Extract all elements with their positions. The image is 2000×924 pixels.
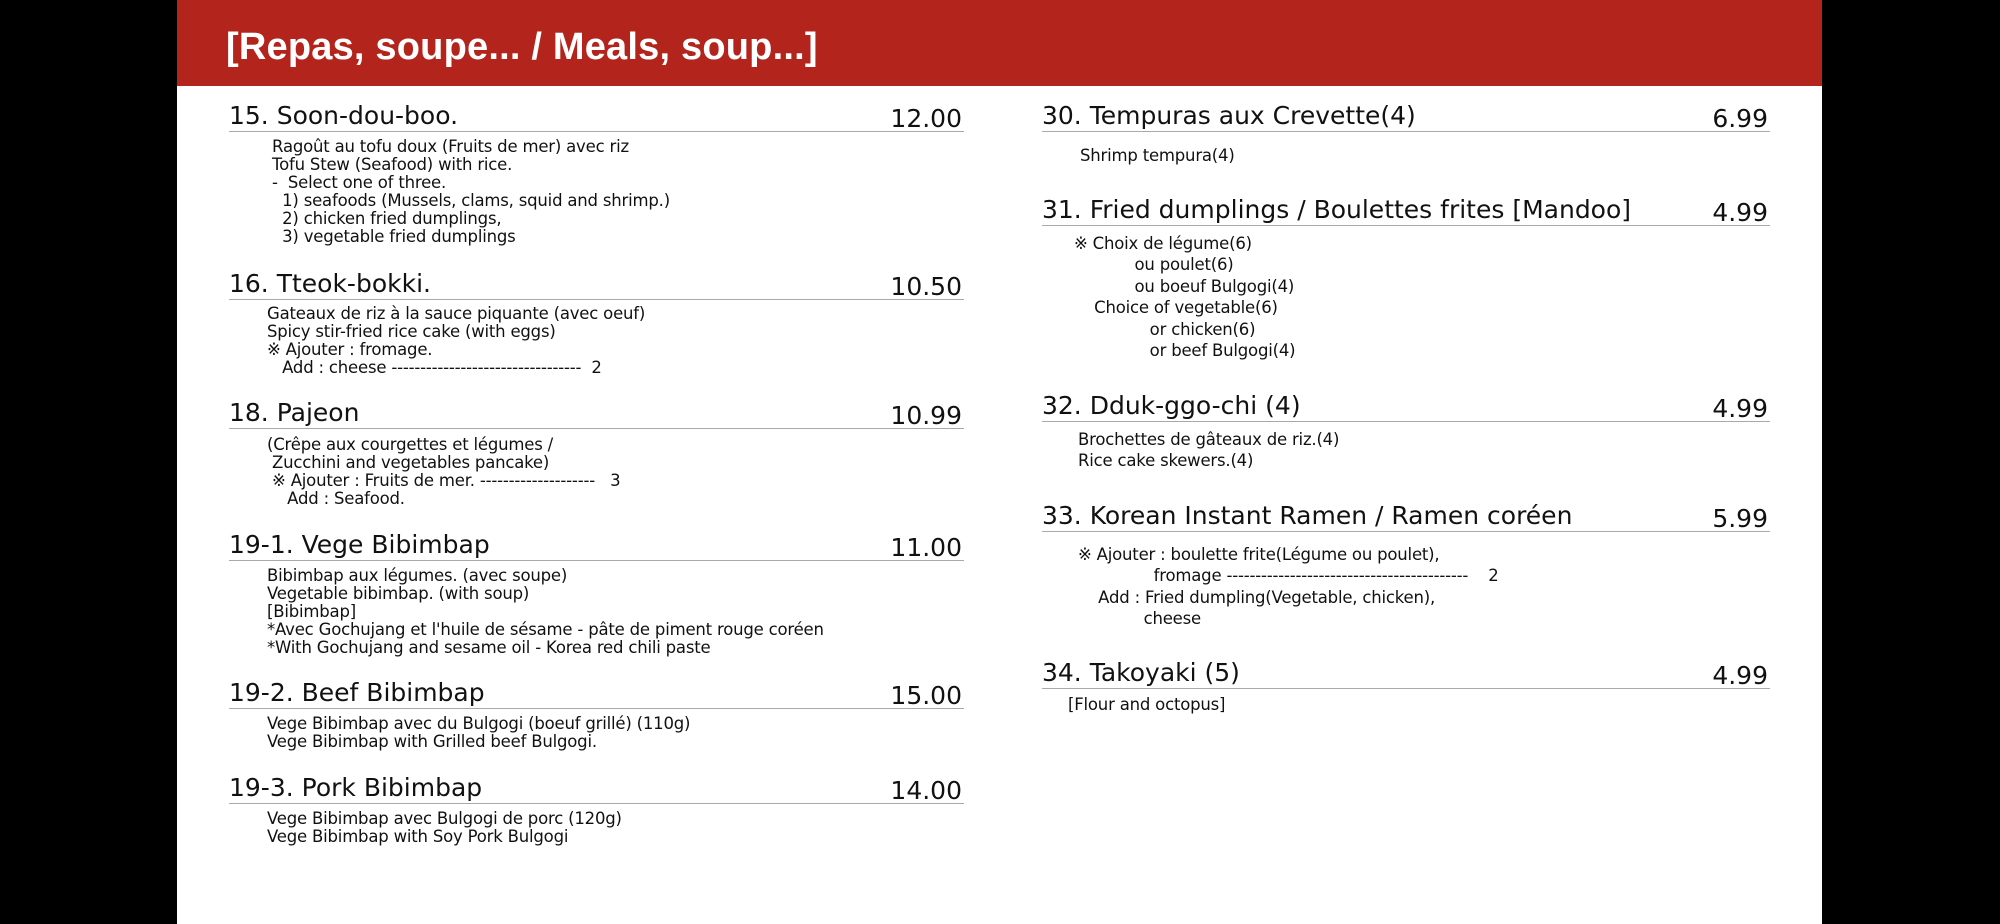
menu-item-name: 18. Pajeon — [229, 398, 360, 427]
menu-item-header — [229, 761, 964, 804]
menu-item-header — [229, 518, 964, 561]
menu-item-description: [Flour and octopus] — [1068, 695, 1226, 714]
menu-item-header — [1042, 183, 1770, 226]
menu-item-name: 19-3. Pork Bibimbap — [229, 773, 483, 802]
menu-item-description: ※ Ajouter : boulette frite(Légume ou poulet), fromage ------------------------------------------ 2 Add : Fried dumpling(Vegetable, chicken), cheese — [1078, 545, 1499, 629]
menu-item-description: (Crêpe aux courgettes et légumes / Zucchini and vegetables pancake) ※ Ajouter : Fruits de mer. -------------------- 3 Add : Seafood. — [267, 435, 621, 508]
menu-item-price: 4.99 — [1712, 394, 1768, 423]
menu-item-price: 15.00 — [890, 681, 962, 710]
menu-page — [177, 0, 1822, 924]
menu-item-header — [1042, 489, 1770, 532]
menu-item-price: 6.99 — [1712, 104, 1768, 133]
menu-item-description: Brochettes de gâteaux de riz.(4) Rice cake skewers.(4) — [1078, 430, 1340, 471]
menu-item-header — [1042, 379, 1770, 422]
menu-item-tempuras — [1042, 89, 1770, 132]
menu-item-name: 19-2. Beef Bibimbap — [229, 678, 485, 707]
menu-item-name: 15. Soon-dou-boo. — [229, 101, 459, 130]
menu-item-price: 14.00 — [890, 776, 962, 805]
menu-item-description: Bibimbap aux légumes. (avec soupe) Vegetable bibimbap. (with soup) [Bibimbap] *Avec Gochujang et l'huile de sésame - pâte de piment rouge coréen *With Gochujang and sesame oil - Korea red chili paste — [267, 566, 824, 657]
menu-item-header — [229, 257, 964, 300]
menu-item-price: 12.00 — [890, 104, 962, 133]
menu-item-header — [229, 386, 964, 429]
menu-item-price: 4.99 — [1712, 661, 1768, 690]
menu-item-header — [229, 89, 964, 132]
menu-item-name: 16. Tteok-bokki. — [229, 269, 431, 298]
menu-item-header — [229, 666, 964, 709]
menu-item-name: 32. Dduk-ggo-chi (4) — [1042, 391, 1301, 420]
section-title: [Repas, soupe... / Meals, soup...] — [226, 26, 818, 68]
menu-item-name: 34. Takoyaki (5) — [1042, 658, 1240, 687]
menu-item-price: 11.00 — [890, 533, 962, 562]
menu-item-description: Vege Bibimbap avec Bulgogi de porc (120g) Vege Bibimbap with Soy Pork Bulgogi — [267, 809, 622, 846]
menu-item-description: Shrimp tempura(4) — [1080, 146, 1235, 165]
menu-item-description: ※ Choix de légume(6) ou poulet(6) ou boeuf Bulgogi(4) Choice of vegetable(6) or chicken(6) or beef Bulgogi(4) — [1074, 234, 1296, 361]
menu-item-fried-dumplings — [1042, 183, 1770, 226]
menu-item-pajeon — [229, 386, 964, 429]
menu-header — [177, 0, 1822, 86]
menu-item-beef-bibimbap — [229, 666, 964, 709]
menu-item-name: 31. Fried dumplings / Boulettes frites [Mandoo] — [1042, 195, 1632, 224]
menu-item-name: 30. Tempuras aux Crevette(4) — [1042, 101, 1416, 130]
menu-item-name: 19-1. Vege Bibimbap — [229, 530, 490, 559]
menu-item-name: 33. Korean Instant Ramen / Ramen coréen — [1042, 501, 1573, 530]
menu-item-price: 5.99 — [1712, 504, 1768, 533]
menu-item-header — [1042, 89, 1770, 132]
menu-item-description: Ragoût au tofu doux (Fruits de mer) avec riz Tofu Stew (Seafood) with rice. - Select one of three. 1) seafoods (Mussels, clams, squid and shrimp.) 2) chicken fried dumplings, 3) vegetable fried dumplings — [272, 137, 670, 246]
menu-item-pork-bibimbap — [229, 761, 964, 804]
menu-item-korean-ramen — [1042, 489, 1770, 532]
menu-item-tteok-bokki — [229, 257, 964, 300]
menu-item-takoyaki — [1042, 646, 1770, 689]
menu-item-dduk-ggo-chi — [1042, 379, 1770, 422]
menu-item-description: Vege Bibimbap avec du Bulgogi (boeuf grillé) (110g) Vege Bibimbap with Grilled beef Bulgogi. — [267, 714, 691, 751]
menu-item-header — [1042, 646, 1770, 689]
menu-item-soon-dou-boo — [229, 89, 964, 132]
menu-item-description: Gateaux de riz à la sauce piquante (avec oeuf) Spicy stir-fried rice cake (with eggs) ※ Ajouter : fromage. Add : cheese --------------------------------- 2 — [267, 304, 646, 377]
menu-item-price: 10.50 — [890, 272, 962, 301]
menu-item-vege-bibimbap — [229, 518, 964, 561]
menu-item-price: 4.99 — [1712, 198, 1768, 227]
menu-item-price: 10.99 — [890, 401, 962, 430]
